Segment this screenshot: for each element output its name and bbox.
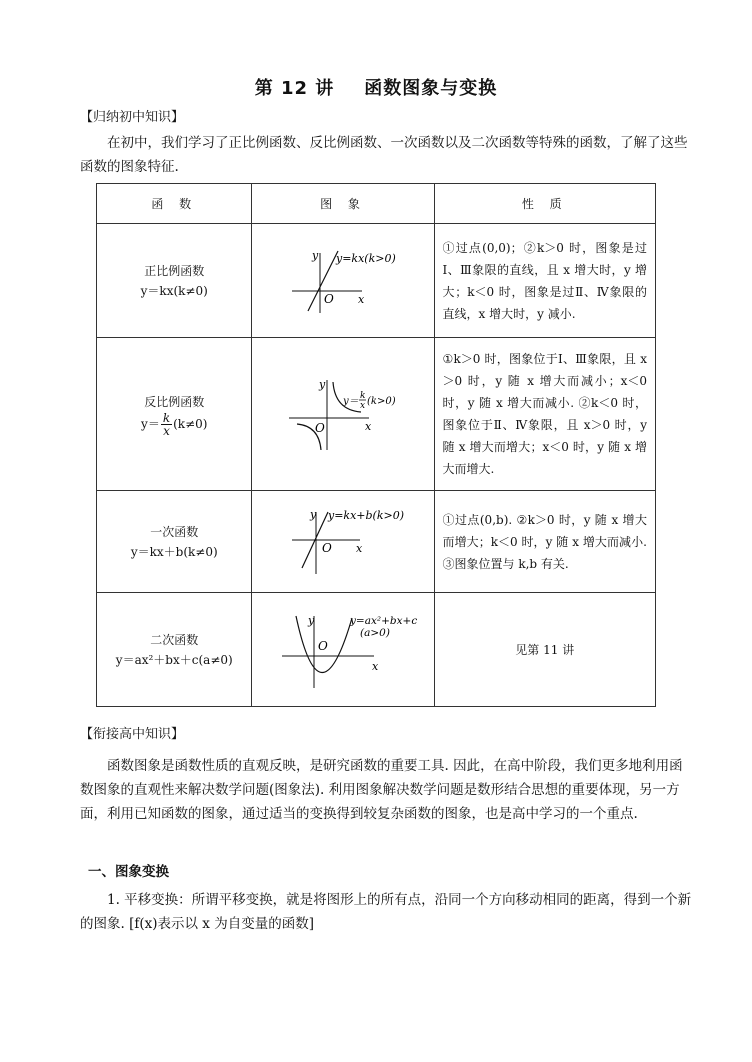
y-axis-label: y xyxy=(319,378,326,391)
header-property: 性 质 xyxy=(434,184,655,224)
function-name: 正比例函数 xyxy=(144,263,205,278)
origin-label: O xyxy=(318,638,328,653)
property-cell: 见第 11 讲 xyxy=(434,593,655,707)
function-name: 反比例函数 xyxy=(144,394,205,409)
bridge-paragraph: 函数图象是函数性质的直观反映，是研究函数的重要工具. 因此，在高中阶段，我们更多地利用函数图象的直观性来解决数学问题(图象法). 利用图象解决数学问题是数形结合思想的重要体现，另一方面，利用已知函数的图象，通过适当的变换得到较复杂函数的图象，也是高中学习的一个重点. xyxy=(80,758,683,822)
property-cell: ①过点(0,b). ②k＞0 时，y 随 x 增大而增大；k＜0 时，y 随 x 增大而减小. ③图象位置与 k,b 有关. xyxy=(434,491,655,593)
translation-paragraph: 1. 平移变换：所谓平移变换，就是将图形上的所有点，沿同一个方向移动相同的距离，得到一个新的图象. [f(x)表示以 x 为自变量的函数] xyxy=(80,892,692,932)
origin-label: O xyxy=(315,421,325,435)
graph-label-suffix: (k>0) xyxy=(367,396,396,407)
table-row xyxy=(97,593,656,707)
quadratic-function-graph xyxy=(278,608,418,692)
function-formula: y＝kx＋b(k≠0) xyxy=(130,544,218,559)
graph-label-condition: (a>0) xyxy=(360,626,390,639)
x-axis-label: x xyxy=(358,292,365,306)
section-heading: 一、图象变换 xyxy=(88,864,169,880)
table-row xyxy=(97,224,656,338)
linear-proportional-graph xyxy=(288,245,398,317)
header-graph: 图 象 xyxy=(252,184,434,224)
graph-label-den: x xyxy=(360,401,366,411)
property-cell: ①过点(0,0)；②k＞0 时，图象是过Ⅰ、Ⅲ象限的直线，且 x 增大时，y 增大；k＜0 时，图象是过Ⅱ、Ⅳ象限的直线，x 增大时，y 减小. xyxy=(434,224,655,338)
y-axis-label: y xyxy=(310,507,317,521)
graph-label-num: k xyxy=(360,391,366,401)
function-table xyxy=(96,183,656,707)
property-cell: ①k＞0 时，图象位于Ⅰ、Ⅲ象限，且 x＞0 时，y 随 x 增大而减小；x＜0 时，y 随 x 增大而减小. ②k＜0 时，图象位于Ⅱ、Ⅳ象限，且 x＞0 时，y 随 x 增大而增大；x＜0 时，y 随 x 增大而增大. xyxy=(434,338,655,491)
function-formula: y＝kx(k≠0) xyxy=(140,283,208,298)
graph-label-prefix: y＝ xyxy=(343,396,359,407)
function-name: 二次函数 xyxy=(150,632,199,647)
graph-label: y=kx+b(k>0) xyxy=(328,508,405,522)
graph-label: y=ax²+bx+c xyxy=(350,614,418,627)
x-axis-label: x xyxy=(365,420,372,433)
table-row xyxy=(97,338,656,491)
function-name: 一次函数 xyxy=(150,524,199,539)
function-formula: y＝ax²＋bx＋c(a≠0) xyxy=(115,652,233,667)
intro-paragraph: 在初中，我们学习了正比例函数、反比例函数、一次函数以及二次函数等特殊的函数，了解了这些函数的图象特征. xyxy=(80,135,688,175)
inverse-proportional-graph xyxy=(283,374,403,454)
y-axis-label: y xyxy=(312,248,319,262)
section-label-senior: 【衔接高中知识】 xyxy=(80,727,185,742)
section-label-junior: 【归纳初中知识】 xyxy=(80,110,185,125)
x-axis-label: x xyxy=(356,541,363,555)
x-axis-label: x xyxy=(372,659,379,673)
graph-label: y=kx(k>0) xyxy=(336,251,396,265)
page-title: 第 12 讲 函数图象与变换 xyxy=(254,78,498,99)
table-row xyxy=(97,491,656,593)
function-formula: y＝ k x (k≠0) xyxy=(141,410,208,438)
origin-label: O xyxy=(324,291,334,306)
linear-function-graph xyxy=(288,506,405,578)
header-function: 函 数 xyxy=(97,184,252,224)
origin-label: O xyxy=(322,540,332,555)
y-axis-label: y xyxy=(308,613,315,627)
